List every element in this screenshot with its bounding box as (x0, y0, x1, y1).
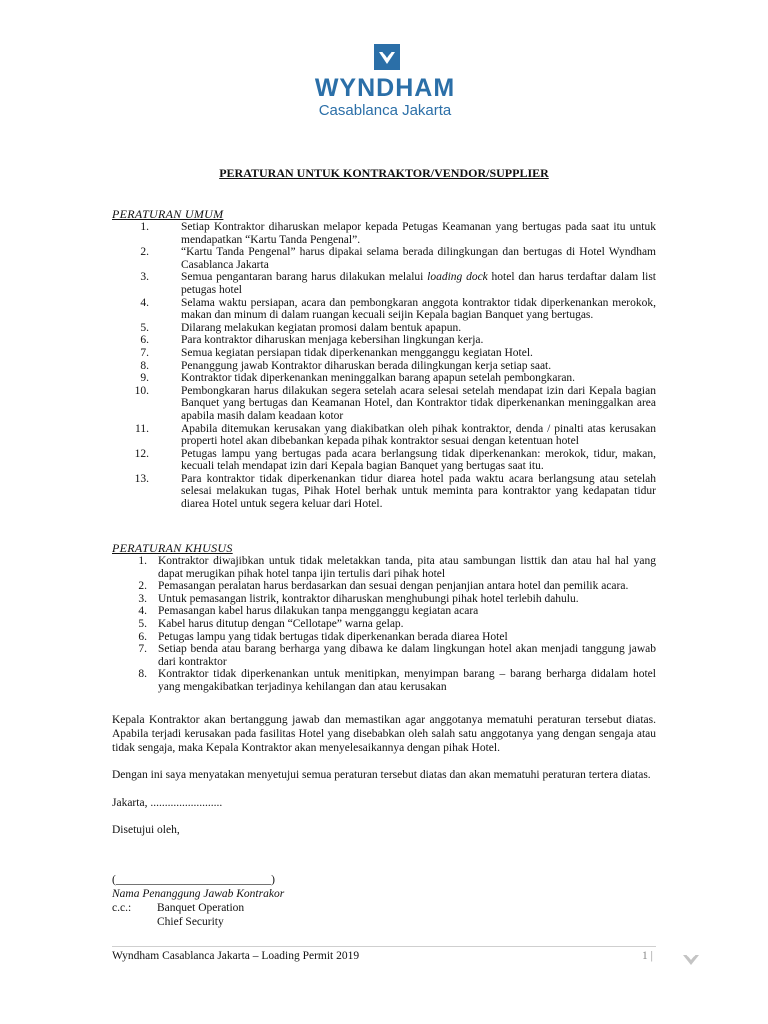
rule-text: Semua kegiatan persiapan tidak diperkenankan mengganggu kegiatan Hotel. (181, 346, 533, 359)
general-rules-heading: PERATURAN UMUM (112, 207, 224, 221)
rule-item (112, 221, 656, 246)
rule-item (112, 643, 656, 668)
footer-text: Wyndham Casablanca Jakarta – Loading Permit 2019 (112, 950, 360, 962)
rule-text: Pembongkaran harus dilakukan segera setelah acara selesai setelah mendapat izin dari Kepala bagian Banquet yang bertugas dan Keamanan Hotel, dan Kontraktor tidak diperkenankan meninggalkan area apabila masih dalam keadaan kotor (181, 384, 656, 422)
rule-item (112, 605, 656, 618)
special-rules-list (112, 555, 656, 694)
signature-line: (___________________________) (112, 874, 275, 886)
special-rules-heading: PERATURAN KHUSUS (112, 541, 233, 555)
rule-text: Untuk pemasangan listrik, kontraktor diharuskan menghubungi pihak hotel terlebih dahulu. (158, 592, 579, 605)
rule-text: “Kartu Tanda Pengenal” harus dipakai selama berada dilingkungan dan bertugas di Hotel Wyndham Casablanca Jakarta (181, 246, 656, 271)
rule-text: Pemasangan kabel harus dilakukan tanpa mengganggu kegiatan acara (158, 605, 479, 618)
rule-number: 2. (138, 580, 147, 593)
logo-brand: WYNDHAM (314, 74, 456, 102)
rule-number: 9. (140, 372, 149, 385)
rule-text: hotel dan harus terdaftar dalam list petugas hotel (181, 271, 657, 296)
signature-name-label: Nama Penanggung Jawab Kontrakor (112, 888, 285, 900)
rule-text-emphasis: loading dock (427, 271, 488, 284)
rule-text: Petugas lampu yang bertugas pada acara berlangsung tidak diperkenankan: merokok, tidur, makan, kecuali telah mendapat izin dari Kepala bagian Banquet yang bertugas saat itu. (181, 447, 656, 473)
rule-number: 12. (134, 447, 149, 460)
cc-label: c.c.: (112, 902, 132, 914)
rule-item (112, 271, 656, 296)
rule-item (112, 668, 656, 693)
rule-text: Petugas lampu yang tidak bertugas tidak diperkenankan berada diarea Hotel (158, 630, 508, 643)
rule-item (112, 448, 656, 473)
rule-number: 11. (135, 422, 149, 435)
rule-item (112, 347, 656, 360)
rule-text: Semua pengantaran barang harus dilakukan melalui (181, 271, 428, 284)
rule-text: Dilarang melakukan kegiatan promosi dalam bentuk apapun. (181, 321, 462, 334)
rule-item (112, 360, 656, 373)
page-number: 1 | (642, 950, 653, 962)
rule-number: 7. (140, 346, 149, 359)
rule-item (112, 631, 656, 644)
rule-item (112, 334, 656, 347)
rule-item (112, 372, 656, 385)
rule-text: Penanggung jawab Kontraktor diharuskan berada dilingkungan kerja setiap saat. (181, 359, 552, 372)
rule-item (112, 297, 656, 322)
rule-number: 7. (138, 643, 147, 656)
rule-number: 1. (140, 221, 149, 233)
rule-number: 1. (138, 555, 147, 567)
rule-text: Pemasangan peralatan harus berdasarkan dan sesuai dengan penjanjian antara hotel dan pemilik acara. (158, 580, 629, 593)
rule-item (112, 555, 656, 580)
rule-item (112, 322, 656, 335)
rule-number: 13. (134, 472, 149, 485)
rule-number: 6. (138, 630, 147, 643)
rule-number: 5. (138, 617, 147, 630)
rule-number: 6. (140, 334, 149, 347)
rule-text: Apabila ditemukan kerusakan yang diakibatkan oleh pihak kontraktor, denda / pinalti atas kerusakan properti hotel akan dibebankan kepada pihak kontraktor sesuai dengan ketentuan hotel (181, 422, 656, 448)
logo-location: Casablanca Jakarta (318, 102, 452, 119)
rule-text: Kabel harus ditutup dengan “Cellotape” warna gelap. (158, 617, 404, 630)
hotel-logo (310, 44, 460, 124)
rule-number: 10. (134, 384, 149, 397)
rule-item (112, 593, 656, 606)
rule-number: 4. (140, 296, 149, 309)
approved-by: Disetujui oleh, (112, 824, 180, 836)
rule-text: Para kontraktor diharuskan menjaga kebersihan lingkungan kerja. (181, 334, 484, 347)
rule-number: 8. (138, 668, 147, 681)
rule-item (112, 580, 656, 593)
cc-item: Banquet Operation (157, 902, 245, 914)
rule-text: Para kontraktor tidak diperkenankan tidur diarea hotel pada waktu acara berlangsung atau setelah selesai melakukan tugas, Pihak Hotel berhak untuk meminta para kontraktor yang kedapatan tidur diarea Hotel untuk segera keluar dari Hotel. (181, 472, 656, 511)
rule-item (112, 423, 656, 448)
place-date: Jakarta, ......................... (112, 797, 223, 809)
rule-text: Kontraktor tidak diperkenankan untuk menitipkan, menyimpan barang – barang berharga didalam hotel yang mengakibatkan terjadinya kehilangan dan atau kerusakan (158, 668, 656, 693)
rule-number: 5. (140, 321, 149, 334)
rule-text: Kontraktor diwajibkan untuk tidak meletakkan tanda, pita atau sambungan listtik dan atau hal hal yang dapat merugikan pihak hotel tanpa ijin tertulis dari pihak hotel (158, 555, 656, 580)
rule-item (112, 473, 656, 511)
wyndham-watermark-icon (680, 948, 702, 970)
wyndham-logo-icon (374, 44, 400, 70)
rule-number: 2. (140, 246, 149, 259)
rule-text: Kontraktor tidak diperkenankan meninggalkan barang apapun setelah pembongkaran. (181, 372, 576, 385)
general-rules-list (112, 221, 656, 511)
footer-divider (112, 946, 656, 947)
rule-item (112, 385, 656, 423)
rule-text: Setiap Kontraktor diharuskan melapor kepada Petugas Keamanan yang bertugas pada saat itu untuk mendapatkan “Kartu Tanda Pengenal”. (181, 221, 656, 246)
rule-number: 8. (140, 359, 149, 372)
document-title: PERATURAN UNTUK KONTRAKTOR/VENDOR/SUPPLIER (219, 166, 549, 180)
rule-item (112, 618, 656, 631)
responsibility-paragraph: Kepala Kontraktor akan bertanggung jawab dan memastikan agar anggotanya mematuhi peraturan tersebut diatas. Apabila terjadi kerusakan pada fasilitas Hotel yang disebabkan oleh salah satu anggotanya yang dengan sengaja atau tidak sengaja, maka Kepala Kontraktor akan menyelesaikannya dengan pihak Hotel. (112, 714, 656, 754)
rule-text: Selama waktu persiapan, acara dan pembongkaran anggota kontraktor tidak diperkenankan merokok, makan dan minum di dalam ruangan kecuali seijin Kepala bagian Banquet yang bertugas. (181, 296, 656, 322)
cc-item: Chief Security (157, 916, 224, 928)
rule-number: 4. (138, 605, 147, 618)
agreement-paragraph: Dengan ini saya menyatakan menyetujui semua peraturan tersebut diatas dan akan mematuhi peraturan tertera diatas. (112, 769, 651, 781)
rule-number: 3. (138, 592, 147, 605)
rule-number: 3. (140, 271, 149, 284)
rule-text: Setiap benda atau barang berharga yang dibawa ke dalam lingkungan hotel akan menjadi tanggung jawab dari kontraktor (158, 643, 656, 668)
rule-item (112, 246, 656, 271)
